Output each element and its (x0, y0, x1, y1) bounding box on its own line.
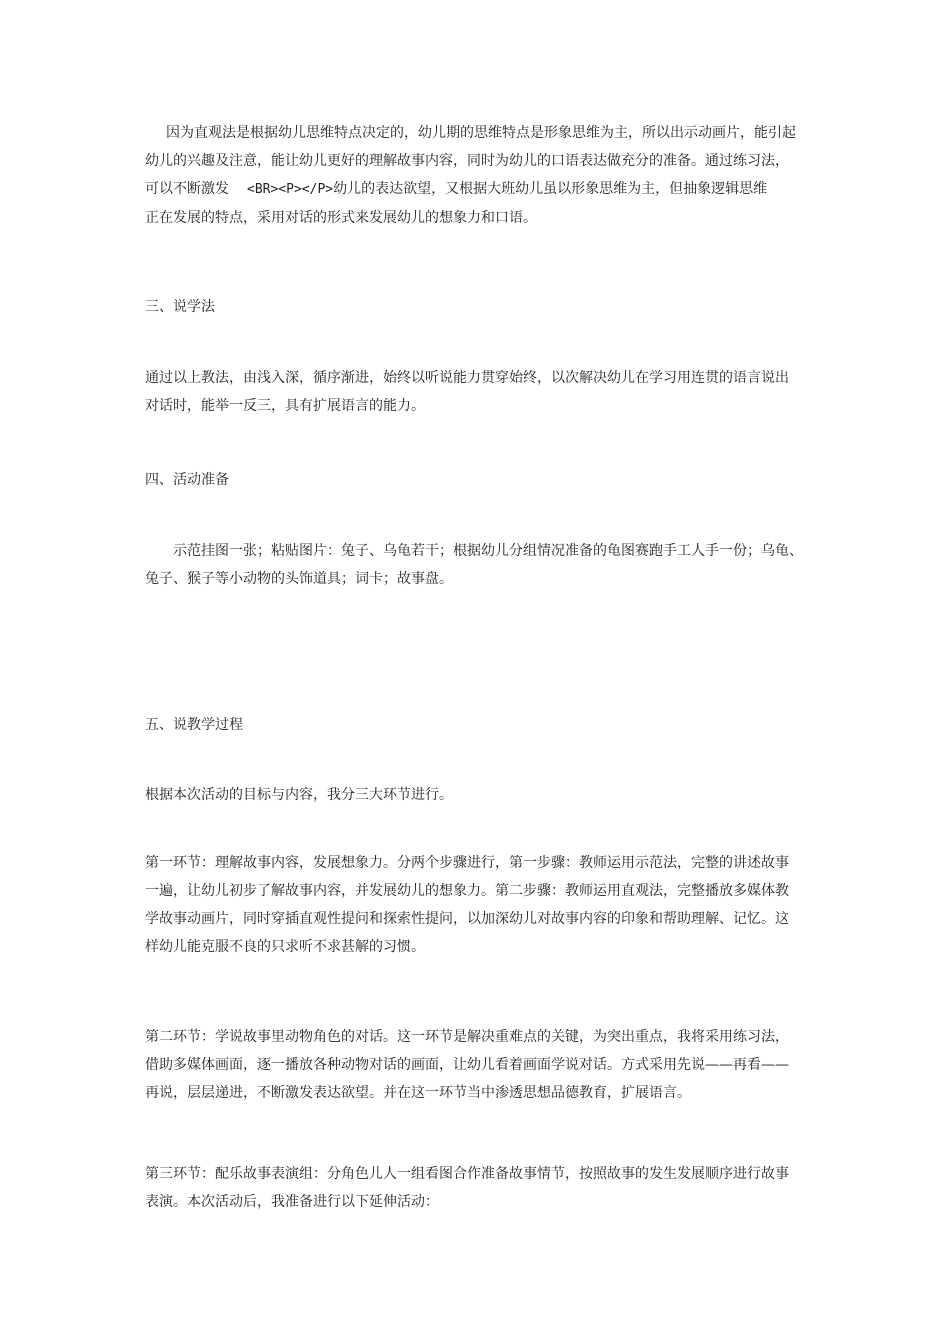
text-line: 通过以上教法，由浅入深，循序渐进，始终以听说能力贯穿始终，以次解决幼儿在学习用连贯的语言说出 (145, 370, 789, 386)
text-line: 借助多媒体画面，逐一播放各种动物对话的画面，让幼儿看着画面学说对话。方式采用先说——再看—— (145, 1057, 789, 1073)
text-line: 根据本次活动的目标与内容，我分三大环节进行。 (145, 787, 453, 803)
paragraph-stage-three (145, 1160, 815, 1216)
text-line: 兔子、猴子等小动物的头饰道具；词卡；故事盘。 (145, 571, 453, 587)
text-line: 幼儿的兴趣及注意，能让幼儿更好的理解故事内容，同时为幼儿的口语表达做充分的准备。通过练习法， (145, 153, 789, 169)
section-heading-learning-methods: 三、说学法 (145, 299, 215, 315)
text-line: 第三环节：配乐故事表演组：分角色儿人一组看图合作准备故事情节，按照故事的发生发展顺序进行故事 (145, 1166, 789, 1182)
text-line: 学故事动画片，同时穿插直观性提问和探索性提问，以加深幼儿对故事内容的印象和帮助理解、记忆。这 (145, 911, 789, 927)
text-line: 第一环节：理解故事内容，发展想象力。分两个步骤进行，第一步骤：教师运用示范法，完整的讲述故事 (145, 855, 789, 871)
text-line: 第二环节：学说故事里动物角色的对话。这一环节是解决重难点的关键，为突出重点，我将采用练习法， (145, 1029, 789, 1045)
text-line: 表演。本次活动后，我准备进行以下延伸活动： (145, 1194, 439, 1210)
paragraph-activity-prep (145, 537, 815, 593)
paragraph-learning-methods (145, 364, 815, 420)
text-line: 对话时，能举一反三，具有扩展语言的能力。 (145, 398, 425, 414)
text-fragment: 可以不断激发 (145, 181, 229, 197)
section-heading-teaching-process: 五、说教学过程 (145, 717, 243, 733)
paragraph-teaching-methods (145, 119, 815, 232)
text-line: 示范挂图一张；粘贴图片：兔子、乌龟若干；根据幼儿分组情况准备的龟图赛跑手工人手一份；乌龟、 (173, 543, 803, 559)
text-line: 正在发展的特点，采用对话的形式来发展幼儿的想象力和口语。 (145, 210, 537, 226)
paragraph-stage-one (145, 849, 815, 961)
text-line: 再说，层层递进，不断激发表达欲望。并在这一环节当中渗透思想品德教育，扩展语言。 (145, 1085, 691, 1101)
text-line: 样幼儿能克服不良的只求听不求甚解的习惯。 (145, 939, 425, 955)
html-code-fragment: <BR><P></P> (247, 182, 334, 197)
text-line: 因为直观法是根据幼儿思维特点决定的，幼儿期的思维特点是形象思维为主，所以出示动画片，能引起 (166, 125, 796, 141)
text-line (145, 175, 815, 204)
text-fragment: 幼儿的表达欲望，又根据大班幼儿虽以形象思维为主，但抽象逻辑思维 (333, 181, 768, 197)
paragraph-stage-two (145, 1023, 815, 1107)
paragraph-process-intro (145, 781, 815, 809)
section-heading-activity-prep: 四、活动准备 (145, 472, 229, 488)
text-line: 一遍，让幼儿初步了解故事内容，并发展幼儿的想象力。第二步骤：教师运用直观法，完整播放多媒体教 (145, 883, 789, 899)
